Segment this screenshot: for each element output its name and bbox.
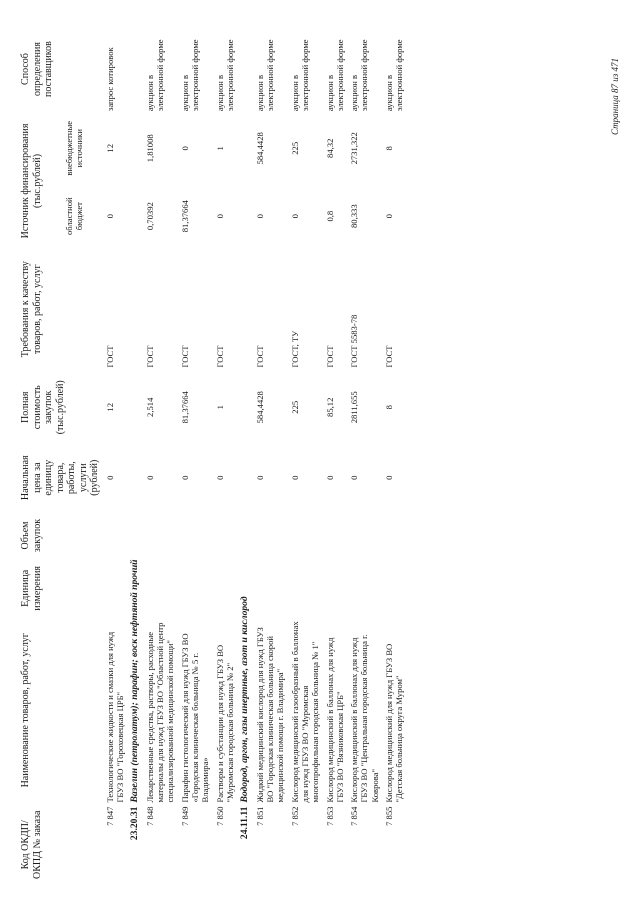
header-method: Способ определения поставщиков xyxy=(20,41,54,97)
table-group-row xyxy=(237,25,253,885)
header-requirements: Требования к качеству товаров, работ, услуг xyxy=(20,261,43,358)
procurement-method: аукцион в электронной форме xyxy=(289,39,310,112)
quality-requirements: ГОСТ xyxy=(324,345,335,368)
unit-cell xyxy=(288,561,323,616)
total-cost: 2811,655 xyxy=(349,391,360,424)
total-cost: 85,12 xyxy=(324,397,335,417)
order-code: 7 854 xyxy=(349,806,360,826)
item-name: Жидкий медицинский кислород для нужд ГБУЗ ВО "Городская клиническая больница скорой медицинской помощи г. Владимира" xyxy=(254,627,286,803)
volume-cell xyxy=(347,510,382,560)
table-body xyxy=(103,25,407,885)
item-name: Растворы и субстанции для нужд ГБУЗ ВО "Муромская городская больница № 2" xyxy=(214,644,235,803)
external-sources: 12 xyxy=(104,143,115,153)
external-sources: 2731,322 xyxy=(349,132,360,165)
item-name: Кислород медицинский в баллонах для нужд ГБУЗ ВО "Центральная городская больница г. Коврова" xyxy=(349,634,380,803)
table-row xyxy=(382,25,407,885)
quality-requirements: ГОСТ xyxy=(384,345,395,368)
unit-price: 0 xyxy=(289,475,300,480)
volume-cell xyxy=(213,510,238,560)
header-name: Наименование товаров, работ, услуг xyxy=(20,633,31,788)
item-name: Кислород медицинский для нужд ГБУЗ ВО "Детская больница округа Муром" xyxy=(384,643,405,803)
quality-requirements: ГОСТ xyxy=(214,345,225,368)
total-cost: 584,4428 xyxy=(254,391,265,424)
quality-requirements: ГОСТ xyxy=(144,345,155,368)
external-sources: 225 xyxy=(289,141,300,155)
procurement-method: аукцион в электронной форме xyxy=(214,39,235,112)
regional-budget: 81,37664 xyxy=(179,200,190,233)
header-code: Код ОКДП/ ОКПД № заказа xyxy=(20,810,43,879)
header-external-sources: внебюджетные источники xyxy=(63,120,84,176)
quality-requirements: ГОСТ xyxy=(179,345,190,368)
unit-price: 0 xyxy=(179,475,190,480)
order-code: 7 852 xyxy=(289,806,300,826)
unit-cell xyxy=(103,561,128,616)
volume-cell xyxy=(178,510,213,560)
unit-cell xyxy=(382,561,407,616)
header-financing: Источник финансирования (тыс.рублей) xyxy=(20,123,43,239)
header-price: Начальная цена за единицу товара, работы, услуги (рублей) xyxy=(20,455,100,501)
order-code: 7 850 xyxy=(214,806,225,826)
unit-cell xyxy=(347,561,382,616)
header-regional-budget: областной бюджет xyxy=(63,197,84,235)
procurement-method: аукцион в электронной форме xyxy=(144,39,165,112)
order-code: 7 849 xyxy=(179,806,190,826)
table-row xyxy=(323,25,348,885)
order-code: 7 853 xyxy=(324,806,335,826)
regional-budget: 0 xyxy=(254,214,265,219)
item-name: Кислород медицинский газообразный в баллонах для нужд ГБУЗ ВО "Муромская многопрофильная городская больница № 1" xyxy=(289,621,321,803)
table-row xyxy=(143,25,178,885)
external-sources: 1 xyxy=(214,146,225,151)
total-cost: 1 xyxy=(214,405,225,410)
header-unit: Единица измерения xyxy=(20,565,43,611)
header-total: Полная стоимость закупок (тыс.рублей) xyxy=(20,380,66,435)
quality-requirements: ГОСТ, ТУ xyxy=(289,330,300,368)
total-cost: 225 xyxy=(289,400,300,414)
item-name: Лекарственные средства, растворы, расходные материалы для нужд ГБУЗ ВО "Областной центр специализированной медицинской помощи" xyxy=(144,622,176,803)
item-name: Парафин гистологический для нужд ГБУЗ ВО «Городская клиническая больница № 5 г. Владимира» xyxy=(179,633,211,803)
order-code: 7 851 xyxy=(254,806,265,826)
regional-budget: 0 xyxy=(214,214,225,219)
header-row xyxy=(18,25,63,885)
external-sources: 8 xyxy=(384,146,395,151)
order-code: 7 847 xyxy=(104,806,115,826)
unit-cell xyxy=(178,561,213,616)
volume-cell xyxy=(253,510,288,560)
total-cost: 8 xyxy=(384,405,395,410)
total-cost: 2,514 xyxy=(144,397,155,417)
unit-price: 0 xyxy=(104,475,115,480)
volume-cell xyxy=(143,510,178,560)
regional-budget: 0 xyxy=(384,214,395,219)
item-name: Кислород медицинский в баллонах для нужд ГБУЗ ВО "Вязниковская ЦРБ" xyxy=(324,637,345,803)
group-name: Водород, аргон, газы инертные, азот и кислород xyxy=(239,596,251,803)
procurement-method: запрос котировок xyxy=(104,47,115,112)
regional-budget: 0 xyxy=(289,214,300,219)
order-code: 7 855 xyxy=(384,806,395,826)
unit-cell xyxy=(213,561,238,616)
table-row xyxy=(253,25,288,885)
group-code: 24.11.11 xyxy=(239,806,251,840)
external-sources: 84,32 xyxy=(324,138,335,158)
unit-price: 0 xyxy=(144,475,155,480)
procurement-method: аукцион в электронной форме xyxy=(349,39,370,112)
regional-budget: 80,333 xyxy=(349,204,360,228)
procurement-method: аукцион в электронной форме xyxy=(254,39,275,112)
page-number: Страница 87 из 471 xyxy=(610,58,620,135)
unit-cell xyxy=(143,561,178,616)
procurement-method: аукцион в электронной форме xyxy=(384,39,405,112)
table-row xyxy=(347,25,382,885)
item-name: Технологические жидкости и смазки для нужд ГБУЗ ВО "Гороховецкая ЦРБ" xyxy=(104,631,125,803)
volume-cell xyxy=(323,510,348,560)
table-row xyxy=(178,25,213,885)
procurement-method: аукцион в электронной форме xyxy=(324,39,345,112)
procurement-table xyxy=(18,25,407,885)
table-row xyxy=(213,25,238,885)
header-volume: Объем закупок xyxy=(20,518,43,553)
procurement-method: аукцион в электронной форме xyxy=(179,39,200,112)
external-sources: 1,81008 xyxy=(144,134,155,163)
regional-budget: 0,8 xyxy=(324,210,335,222)
order-code: 7 848 xyxy=(144,806,155,826)
quality-requirements: ГОСТ xyxy=(104,345,115,368)
volume-cell xyxy=(288,510,323,560)
unit-cell xyxy=(253,561,288,616)
table-row xyxy=(288,25,323,885)
total-cost: 81,37664 xyxy=(179,391,190,424)
unit-price: 0 xyxy=(349,475,360,480)
volume-cell xyxy=(103,510,128,560)
unit-price: 0 xyxy=(324,475,335,480)
total-cost: 12 xyxy=(104,402,115,412)
unit-price: 0 xyxy=(384,475,395,480)
external-sources: 0 xyxy=(179,146,190,151)
table-row xyxy=(103,25,128,885)
unit-price: 0 xyxy=(214,475,225,480)
volume-cell xyxy=(382,510,407,560)
quality-requirements: ГОСТ 5583-78 xyxy=(349,314,360,368)
group-code: 23.20.31 xyxy=(129,806,141,841)
table-group-row xyxy=(127,25,143,885)
regional-budget: 0 xyxy=(104,214,115,219)
quality-requirements: ГОСТ xyxy=(254,345,265,368)
regional-budget: 0,70392 xyxy=(144,202,155,231)
group-name: Вазелин (петролатум); парафин; воск нефтяной прочий xyxy=(129,559,141,803)
external-sources: 584,4428 xyxy=(254,132,265,165)
unit-price: 0 xyxy=(254,475,265,480)
unit-cell xyxy=(323,561,348,616)
